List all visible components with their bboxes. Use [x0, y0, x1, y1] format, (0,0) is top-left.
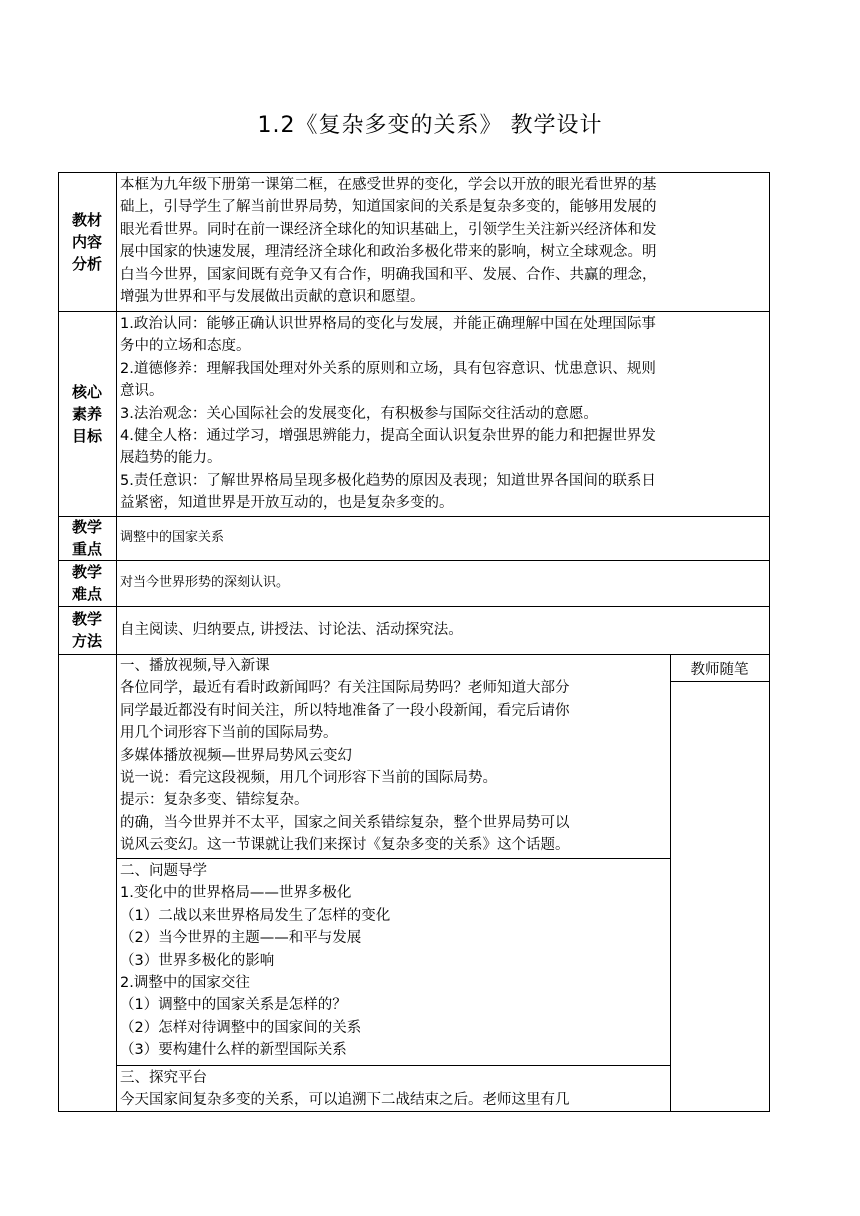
material-line: 眼光看世界。同时在前一课经济全球化的知识基础上，引领学生关注新兴经济体和发 [120, 221, 657, 238]
goal-line: 4.健全人格：通过学习，增强思辨能力，提高全面认识复杂世界的能力和把握世界发 [120, 428, 656, 445]
key-point-text: 调整中的国家关系 [120, 530, 225, 546]
row-divider [58, 560, 769, 561]
section1-line: 用几个词形容下当前的国际局势。 [120, 725, 338, 742]
key-point-label [58, 516, 116, 560]
teacher-notes-header [670, 654, 769, 682]
material-line: 增强为世界和平与发展做出贡献的意识和愿望。 [120, 289, 425, 306]
material-analysis-content [116, 173, 769, 311]
label-column-divider [116, 172, 117, 1112]
goal-line: 务中的立场和态度。 [120, 338, 251, 355]
goal-line: 2.道德修养：理解我国处理对外关系的原则和立场，具有包容意识、忧患意识、规则 [120, 360, 656, 377]
section1-line: 提示：复杂多变、错综复杂。 [120, 792, 309, 809]
goal-line: 5.责任意识：了解世界格局呈现多极化趋势的原因及表现；知道世界各国间的联系日 [120, 472, 656, 489]
row-divider [58, 311, 769, 312]
section3-line: 今天国家间复杂多变的关系，可以追溯下二战结束之后。老师这里有几 [120, 1092, 570, 1109]
goal-line: 1.政治认同：能够正确认识世界格局的变化与发展，并能正确理解中国在处理国际事 [120, 316, 656, 332]
method-text: 自主阅读、归纳要点, 讲授法、讨论法、活动探究法。 [120, 622, 463, 639]
section1-line: 说一说：看完这段视频，用几个词形容下当前的国际局势。 [120, 770, 497, 787]
material-line: 白当今世界，国家间既有竞争又有合作，明确我国和平、发展、合作、共赢的理念， [120, 266, 657, 283]
table-border-left [58, 172, 59, 1112]
difficulty-label [58, 560, 116, 606]
table-border-top [58, 172, 769, 173]
section3-heading: 三、探究平台 [120, 1070, 207, 1086]
section2-line: （2）当今世界的主题——和平与发展 [120, 930, 362, 947]
row-divider [58, 516, 769, 517]
row-label-text: 核心 素养 目标 [71, 382, 102, 445]
section2-line: （1）二战以来世界格局发生了怎样的变化 [120, 907, 391, 924]
section1-line: 多媒体播放视频—世界局势风云变幻 [120, 747, 352, 764]
section-divider [116, 858, 670, 859]
difficulty-text: 对当今世界形势的深刻认识。 [120, 575, 290, 591]
material-analysis-label [58, 172, 116, 311]
method-label [58, 606, 116, 654]
goal-line: 益紧密，知道世界是开放互动的，也是复杂多变的。 [120, 495, 454, 512]
material-line: 础上，引导学生了解当前世界局势，知道国家间的关系是复杂多变的，能够用发展的 [120, 199, 657, 216]
section2-line: 1.变化中的世界格局——世界多极化 [120, 885, 352, 902]
process-section-1 [116, 654, 670, 858]
notes-header-divider [670, 681, 769, 682]
core-goals-content [116, 312, 769, 516]
section1-line: 同学最近都没有时间关注，所以特地准备了一段小段新闻，看完后请你 [120, 702, 570, 719]
section1-heading: 一、播放视频,导入新课 [120, 658, 270, 674]
row-divider [58, 606, 769, 607]
method-content [116, 606, 769, 654]
process-section-2 [116, 859, 670, 1065]
section2-line: （1）调整中的国家关系是怎样的？ [120, 997, 347, 1014]
material-line: 展中国家的快速发展，理清经济全球化和政治多极化带来的影响，树立全球观念。明 [120, 244, 657, 261]
goal-line: 展趋势的能力。 [120, 450, 222, 467]
section1-line: 各位同学，最近有看时政新闻吗？有关注国际局势吗？老师知道大部分 [120, 680, 570, 697]
row-label-text: 教学 方法 [71, 610, 102, 650]
notes-column-divider [670, 654, 671, 1112]
teacher-notes-area [670, 682, 769, 1111]
section2-line: （2）怎样对待调整中的国家间的关系 [120, 1019, 362, 1036]
table-border-right [769, 172, 770, 1112]
section2-line: （3）世界多极化的影响 [120, 952, 275, 969]
row-label-text: 教学 重点 [71, 518, 102, 558]
section2-line: （3）要构建什么样的新型国际关系 [120, 1042, 347, 1059]
table-border-bottom [58, 1111, 769, 1112]
core-goals-label [58, 311, 116, 516]
key-point-content [116, 516, 769, 560]
section1-line: 的确，当今世界并不太平，国家之间关系错综复杂，整个世界局势可以 [120, 814, 570, 831]
row-label-text: 教材 内容 分析 [71, 210, 102, 273]
teacher-notes-title: 教师随笔 [690, 661, 749, 678]
goal-line: 意识。 [120, 383, 164, 400]
section1-line: 说风云变幻。这一节课就让我们来探讨《复杂多变的关系》这个话题。 [120, 837, 570, 854]
difficulty-content [116, 560, 769, 606]
material-line: 本框为九年级下册第一课第二框，在感受世界的变化，学会以开放的眼光看世界的基 [120, 177, 657, 193]
process-section-3 [116, 1066, 670, 1111]
row-label-text: 教学 难点 [71, 563, 102, 603]
section2-heading: 二、问题导学 [120, 863, 207, 879]
section-divider [116, 1065, 670, 1066]
section2-line: 2.调整中的国家交往 [120, 975, 250, 992]
goal-line: 3.法治观念：关心国际社会的发展变化，有积极参与国际交往活动的意愿。 [120, 405, 598, 422]
document-title: 1.2《复杂多变的关系》 教学设计 [257, 113, 603, 138]
row-divider [58, 654, 769, 655]
